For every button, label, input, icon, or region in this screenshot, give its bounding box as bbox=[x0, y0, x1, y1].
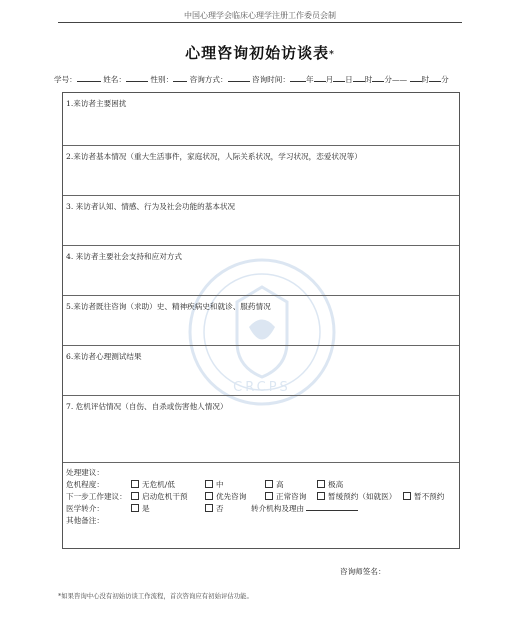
checkbox[interactable] bbox=[205, 492, 213, 500]
form-header-org: 中国心理学会临床心理学注册工作委员会制 bbox=[184, 11, 336, 20]
checkbox[interactable] bbox=[205, 504, 213, 512]
referral-org-label: 转介机构及理由 bbox=[251, 504, 305, 513]
next-option-normal[interactable] bbox=[265, 491, 306, 502]
section-main-concern[interactable] bbox=[63, 93, 459, 145]
risk-option-high[interactable] bbox=[265, 479, 284, 490]
interview-form bbox=[62, 92, 460, 549]
option-text: 暂不预约 bbox=[414, 492, 445, 501]
referral-option-yes[interactable] bbox=[131, 503, 150, 514]
option-text: 是 bbox=[142, 504, 150, 513]
minute-field[interactable] bbox=[372, 73, 384, 82]
section-label: 4. 来访者主要社会支持和应对方式 bbox=[66, 252, 182, 261]
section-label: 6.来访者心理测试结果 bbox=[66, 352, 142, 361]
method-field[interactable] bbox=[228, 73, 250, 82]
minute-label: 分 bbox=[384, 75, 392, 84]
counselor-signature-label: 咨询师签名： bbox=[340, 567, 386, 576]
student-id-label: 学号： bbox=[54, 75, 77, 84]
referral-label: 医学转介： bbox=[66, 504, 104, 513]
month-label: 月 bbox=[325, 75, 334, 84]
referral-option-no[interactable] bbox=[205, 503, 224, 514]
next-step-label: 下一步工作建议： bbox=[66, 492, 127, 501]
next-option-crisis-intervention[interactable] bbox=[131, 491, 188, 502]
end-minute-field[interactable] bbox=[429, 73, 441, 82]
section-history[interactable] bbox=[63, 295, 459, 345]
end-hour-field[interactable] bbox=[410, 73, 422, 82]
next-option-priority[interactable] bbox=[205, 491, 246, 502]
title-footnote-mark: * bbox=[329, 50, 335, 60]
hour-label: 时 bbox=[364, 75, 373, 84]
checkbox[interactable] bbox=[317, 492, 325, 500]
referral-org-field[interactable] bbox=[306, 503, 358, 511]
method-label: 咨询方式： bbox=[189, 75, 228, 84]
remarks-label: 其他备注： bbox=[66, 516, 104, 525]
referral-org bbox=[251, 503, 358, 514]
year-field[interactable] bbox=[290, 73, 306, 82]
section-label: 2.来访者基本情况（重大生活事件，家庭状况，人际关系状况，学习状况，恋爱状况等） bbox=[66, 152, 362, 161]
page-title bbox=[58, 42, 462, 63]
section-label: 5.来访者既往咨询（求助）史、精神疾病史和就诊、服药情况 bbox=[66, 302, 271, 311]
risk-option-medium[interactable] bbox=[205, 479, 224, 490]
option-text: 正常咨询 bbox=[276, 492, 307, 501]
suggestions-heading: 处理建议： bbox=[66, 468, 104, 477]
year-label: 年 bbox=[305, 75, 314, 84]
day-field[interactable] bbox=[333, 73, 345, 82]
name-field[interactable] bbox=[126, 73, 148, 82]
time-label: 咨询时间： bbox=[252, 75, 290, 84]
section-suggestions bbox=[63, 462, 459, 548]
checkbox[interactable] bbox=[265, 492, 273, 500]
checkbox[interactable] bbox=[205, 480, 213, 488]
header-rule bbox=[58, 22, 462, 23]
section-test-results[interactable] bbox=[63, 345, 459, 395]
risk-label: 危机程度： bbox=[66, 480, 104, 489]
section-label: 1.来访者主要困扰 bbox=[66, 99, 127, 108]
option-text: 高 bbox=[276, 480, 284, 489]
watermark-text: CRCPS bbox=[233, 380, 291, 395]
section-social-support[interactable] bbox=[63, 245, 459, 295]
section-basic-info[interactable] bbox=[63, 145, 459, 195]
risk-option-very-high[interactable] bbox=[317, 479, 343, 490]
option-text: 中 bbox=[216, 480, 224, 489]
checkbox[interactable] bbox=[131, 504, 139, 512]
client-info-row bbox=[54, 73, 464, 85]
student-id-field[interactable] bbox=[77, 73, 101, 82]
checkbox[interactable] bbox=[131, 480, 139, 488]
title-text: 心理咨询初始访谈表 bbox=[185, 44, 330, 62]
name-label: 姓名： bbox=[103, 75, 126, 84]
option-text: 优先咨询 bbox=[216, 492, 247, 501]
month-field[interactable] bbox=[314, 73, 326, 82]
gender-label: 性别： bbox=[150, 75, 174, 84]
day-label: 日 bbox=[345, 75, 353, 84]
option-text: 否 bbox=[216, 504, 224, 513]
section-label: 3. 来访者认知、情感、行为及社会功能的基本状况 bbox=[66, 202, 236, 211]
gender-field[interactable] bbox=[173, 73, 187, 82]
option-text: 极高 bbox=[328, 480, 344, 489]
next-option-defer[interactable] bbox=[317, 491, 396, 502]
option-text: 无危机/低 bbox=[142, 480, 175, 489]
checkbox[interactable] bbox=[317, 480, 325, 488]
risk-option-low[interactable] bbox=[131, 479, 175, 490]
checkbox[interactable] bbox=[131, 492, 139, 500]
time-dash: —— bbox=[391, 75, 408, 84]
section-crisis-assessment[interactable] bbox=[63, 395, 459, 462]
checkbox[interactable] bbox=[403, 492, 411, 500]
hour-field[interactable] bbox=[353, 73, 365, 82]
end-minute-label: 分 bbox=[441, 75, 449, 84]
option-text: 暂缓预约（如就医） bbox=[328, 492, 397, 501]
checkbox[interactable] bbox=[265, 480, 273, 488]
section-label: 7. 危机评估情况（自伤、自杀或伤害他人情况） bbox=[66, 402, 228, 411]
footnote: *如果咨询中心没有初始访谈工作流程，首次咨询应有初始评估功能。 bbox=[58, 592, 253, 600]
section-cognition-emotion[interactable] bbox=[63, 195, 459, 245]
end-hour-label: 时 bbox=[421, 75, 430, 84]
next-option-no-appointment[interactable] bbox=[403, 491, 444, 502]
option-text: 启动危机干预 bbox=[142, 492, 188, 501]
